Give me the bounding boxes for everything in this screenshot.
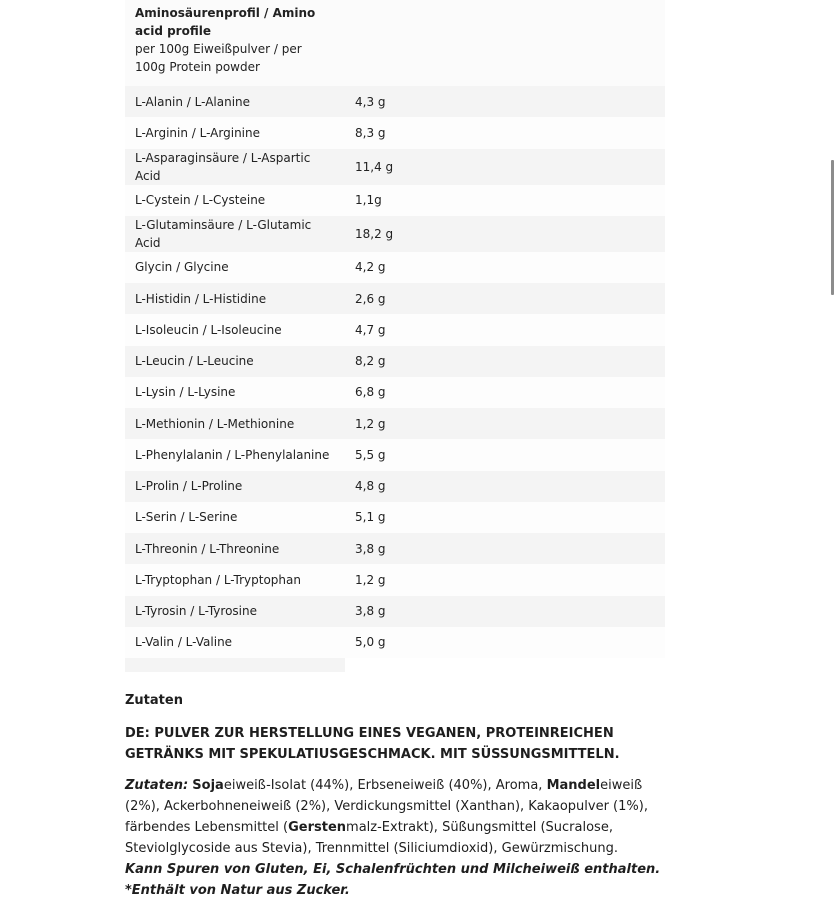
product-description: DE: PULVER ZUR HERSTELLUNG EINES VEGANEN, PROTEINREICHEN GETRÄNKS MIT SPEKULATIUSGESCHMACK. MIT SÜSSUNGSMITTELN.	[125, 726, 620, 762]
amino-acid-value: 8,3 g	[345, 117, 665, 148]
allergen-ingredient: Soja	[192, 778, 224, 793]
amino-acid-name: L-Glutaminsäure / L-Glutamic Acid	[125, 216, 345, 252]
amino-acid-name: L-Lysin / L-Lysine	[125, 377, 345, 408]
amino-acid-value: 2,6 g	[345, 283, 665, 314]
amino-header-cell	[125, 0, 345, 86]
amino-acid-value: 4,8 g	[345, 471, 665, 502]
amino-acid-value: 4,2 g	[345, 252, 665, 283]
table-row	[125, 283, 665, 314]
table-row	[125, 627, 665, 658]
table-row	[125, 149, 665, 185]
table-footer-cell	[125, 658, 345, 672]
table-row	[125, 117, 665, 148]
table-row	[125, 564, 665, 595]
table-row	[125, 252, 665, 283]
amino-acid-name: L-Serin / L-Serine	[125, 502, 345, 533]
ingredient-text: malz-Extrakt), Süßungsmittel (Sucralose, Steviolglycoside aus Stevia), Trennmittel (Siliciumdioxid), Gewürzmischung.	[125, 820, 619, 856]
amino-acid-name: L-Alanin / L-Alanine	[125, 86, 345, 117]
amino-acid-name: L-Valin / L-Valine	[125, 627, 345, 658]
amino-acid-name: L-Prolin / L-Proline	[125, 471, 345, 502]
amino-acid-name: L-Threonin / L-Threonine	[125, 533, 345, 564]
amino-table-header	[125, 0, 665, 86]
table-row	[125, 471, 665, 502]
amino-acid-value: 8,2 g	[345, 346, 665, 377]
zutaten-heading: Zutaten	[125, 693, 183, 708]
amino-acid-value: 5,0 g	[345, 627, 665, 658]
amino-acid-value: 5,1 g	[345, 502, 665, 533]
table-row	[125, 377, 665, 408]
table-footer-cell	[345, 658, 665, 672]
table-row	[125, 314, 665, 345]
amino-header-empty-cell	[345, 0, 665, 86]
table-row	[125, 533, 665, 564]
ingredients-label: Zutaten:	[125, 778, 189, 793]
amino-acid-name: L-Histidin / L-Histidine	[125, 283, 345, 314]
amino-acid-name: L-Cystein / L-Cysteine	[125, 185, 345, 216]
table-row	[125, 216, 665, 252]
amino-acid-value: 3,8 g	[345, 533, 665, 564]
allergen-note: Kann Spuren von Gluten, Ei, Schalenfrüchten und Milcheiweiß enthalten. *Enthält von Natur aus Zucker.	[125, 862, 661, 898]
ingredients-list	[125, 775, 665, 859]
amino-acid-name: L-Isoleucin / L-Isoleucine	[125, 314, 345, 345]
table-row	[125, 596, 665, 627]
amino-acid-name: L-Arginin / L-Arginine	[125, 117, 345, 148]
ingredients-text	[125, 778, 648, 856]
amino-acid-value: 4,3 g	[345, 86, 665, 117]
amino-acid-name: L-Tyrosin / L-Tyrosine	[125, 596, 345, 627]
amino-acid-name: L-Methionin / L-Methionine	[125, 408, 345, 439]
amino-acid-value: 6,8 g	[345, 377, 665, 408]
allergen-ingredient: Gersten	[288, 820, 347, 835]
table-row	[125, 408, 665, 439]
amino-acid-value: 1,2 g	[345, 564, 665, 595]
amino-acid-table	[125, 0, 665, 672]
amino-acid-value: 4,7 g	[345, 314, 665, 345]
amino-acid-name: Glycin / Glycine	[125, 252, 345, 283]
table-row	[125, 86, 665, 117]
amino-acid-value: 5,5 g	[345, 439, 665, 470]
amino-acid-name: L-Tryptophan / L-Tryptophan	[125, 564, 345, 595]
table-footer-row	[125, 658, 665, 672]
amino-acid-value: 11,4 g	[345, 149, 665, 185]
table-row	[125, 439, 665, 470]
product-info-content	[125, 0, 665, 901]
amino-acid-value: 18,2 g	[345, 216, 665, 252]
amino-acid-value: 3,8 g	[345, 596, 665, 627]
amino-table-subtitle: per 100g Eiweißpulver / per 100g Protein powder	[135, 42, 302, 74]
amino-acid-value: 1,2 g	[345, 408, 665, 439]
amino-acid-name: L-Phenylalanin / L-Phenylalanine	[125, 439, 345, 470]
table-row	[125, 185, 665, 216]
allergen-ingredient: Mandel	[546, 778, 601, 793]
amino-acid-name: L-Asparaginsäure / L-Aspartic Acid	[125, 149, 345, 185]
table-row	[125, 346, 665, 377]
amino-table-title: Aminosäurenprofil / Amino acid profile	[135, 6, 316, 38]
amino-acid-name: L-Leucin / L-Leucine	[125, 346, 345, 377]
ingredient-text: eiweiß (2%), Ackerbohneneiweiß (2%), Verdickungsmittel (Xanthan), Kakaopulver (1%), färbendes Lebensmittel (	[125, 778, 648, 835]
table-row	[125, 502, 665, 533]
ingredient-text: eiweiß-Isolat (44%), Erbseneiweiß (40%), Aroma,	[223, 778, 547, 793]
amino-acid-value: 1,1g	[345, 185, 665, 216]
